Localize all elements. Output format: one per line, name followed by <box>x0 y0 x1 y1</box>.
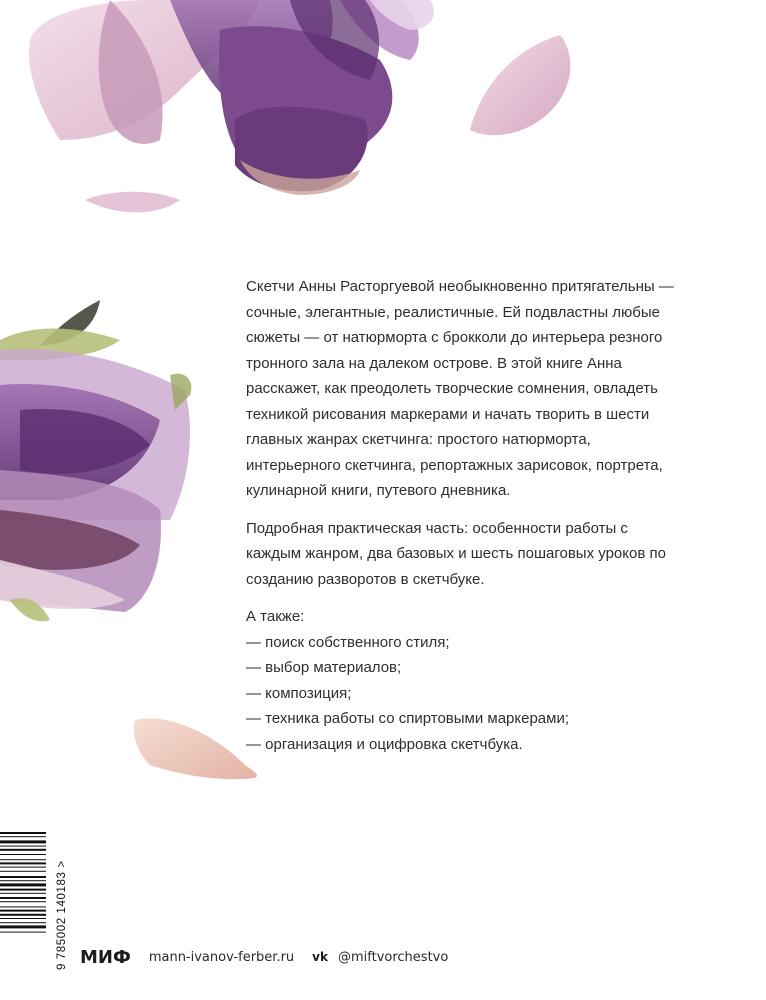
website-link[interactable]: mann-ivanov-ferber.ru <box>148 949 295 965</box>
top-rose-icon <box>29 0 434 195</box>
barcode-digits: 9 785002 140183 > <box>56 860 68 970</box>
social-handle-link[interactable]: @miftvorchestvo <box>337 949 449 965</box>
left-rose-icon <box>0 300 191 621</box>
description-block <box>246 274 686 757</box>
feature-list <box>246 630 686 758</box>
petal-small-icon <box>85 192 180 213</box>
list-item: — техника работы со спиртовыми маркерами; <box>246 710 570 727</box>
also-heading: А также: <box>246 608 305 625</box>
description-paragraph-2: Подробная практическая часть: особенности работы с каждым жанром, два базовых и шесть пошаговых уроков по созданию разворотов в скетчбуке. <box>246 519 666 588</box>
petal-top-right-icon <box>470 35 570 135</box>
petal-bottom-icon <box>134 718 257 779</box>
footer <box>80 946 448 968</box>
list-item: — композиция; <box>246 684 352 702</box>
description-paragraph-1: Скетчи Анны Расторгуевой необыкновенно притягательны — сочные, элегантные, реалистичные. Ей подвластны любые сюжеты — от натюрморта с брокколи до интерьера резного тронного зала на далеком острове. В этой книге Анна расскажет, как преодолеть творческие сомнения, овладеть техникой рисования маркерами и начать творить в шести главных жанрах скетчинга: простого натюрморта, интерьерного скетчинга, репортажных зарисовок, портрета, кулинарной книги, путевого дневника. <box>246 278 674 499</box>
barcode-icon <box>0 830 60 975</box>
publisher-logo: МИФ <box>80 946 131 968</box>
list-item: — организация и оцифровка скетчбука. <box>246 735 523 753</box>
list-item: — поиск собственного стиля; <box>246 633 450 651</box>
list-item: — выбор материалов; <box>246 659 402 676</box>
vk-icon: vk <box>312 950 328 964</box>
